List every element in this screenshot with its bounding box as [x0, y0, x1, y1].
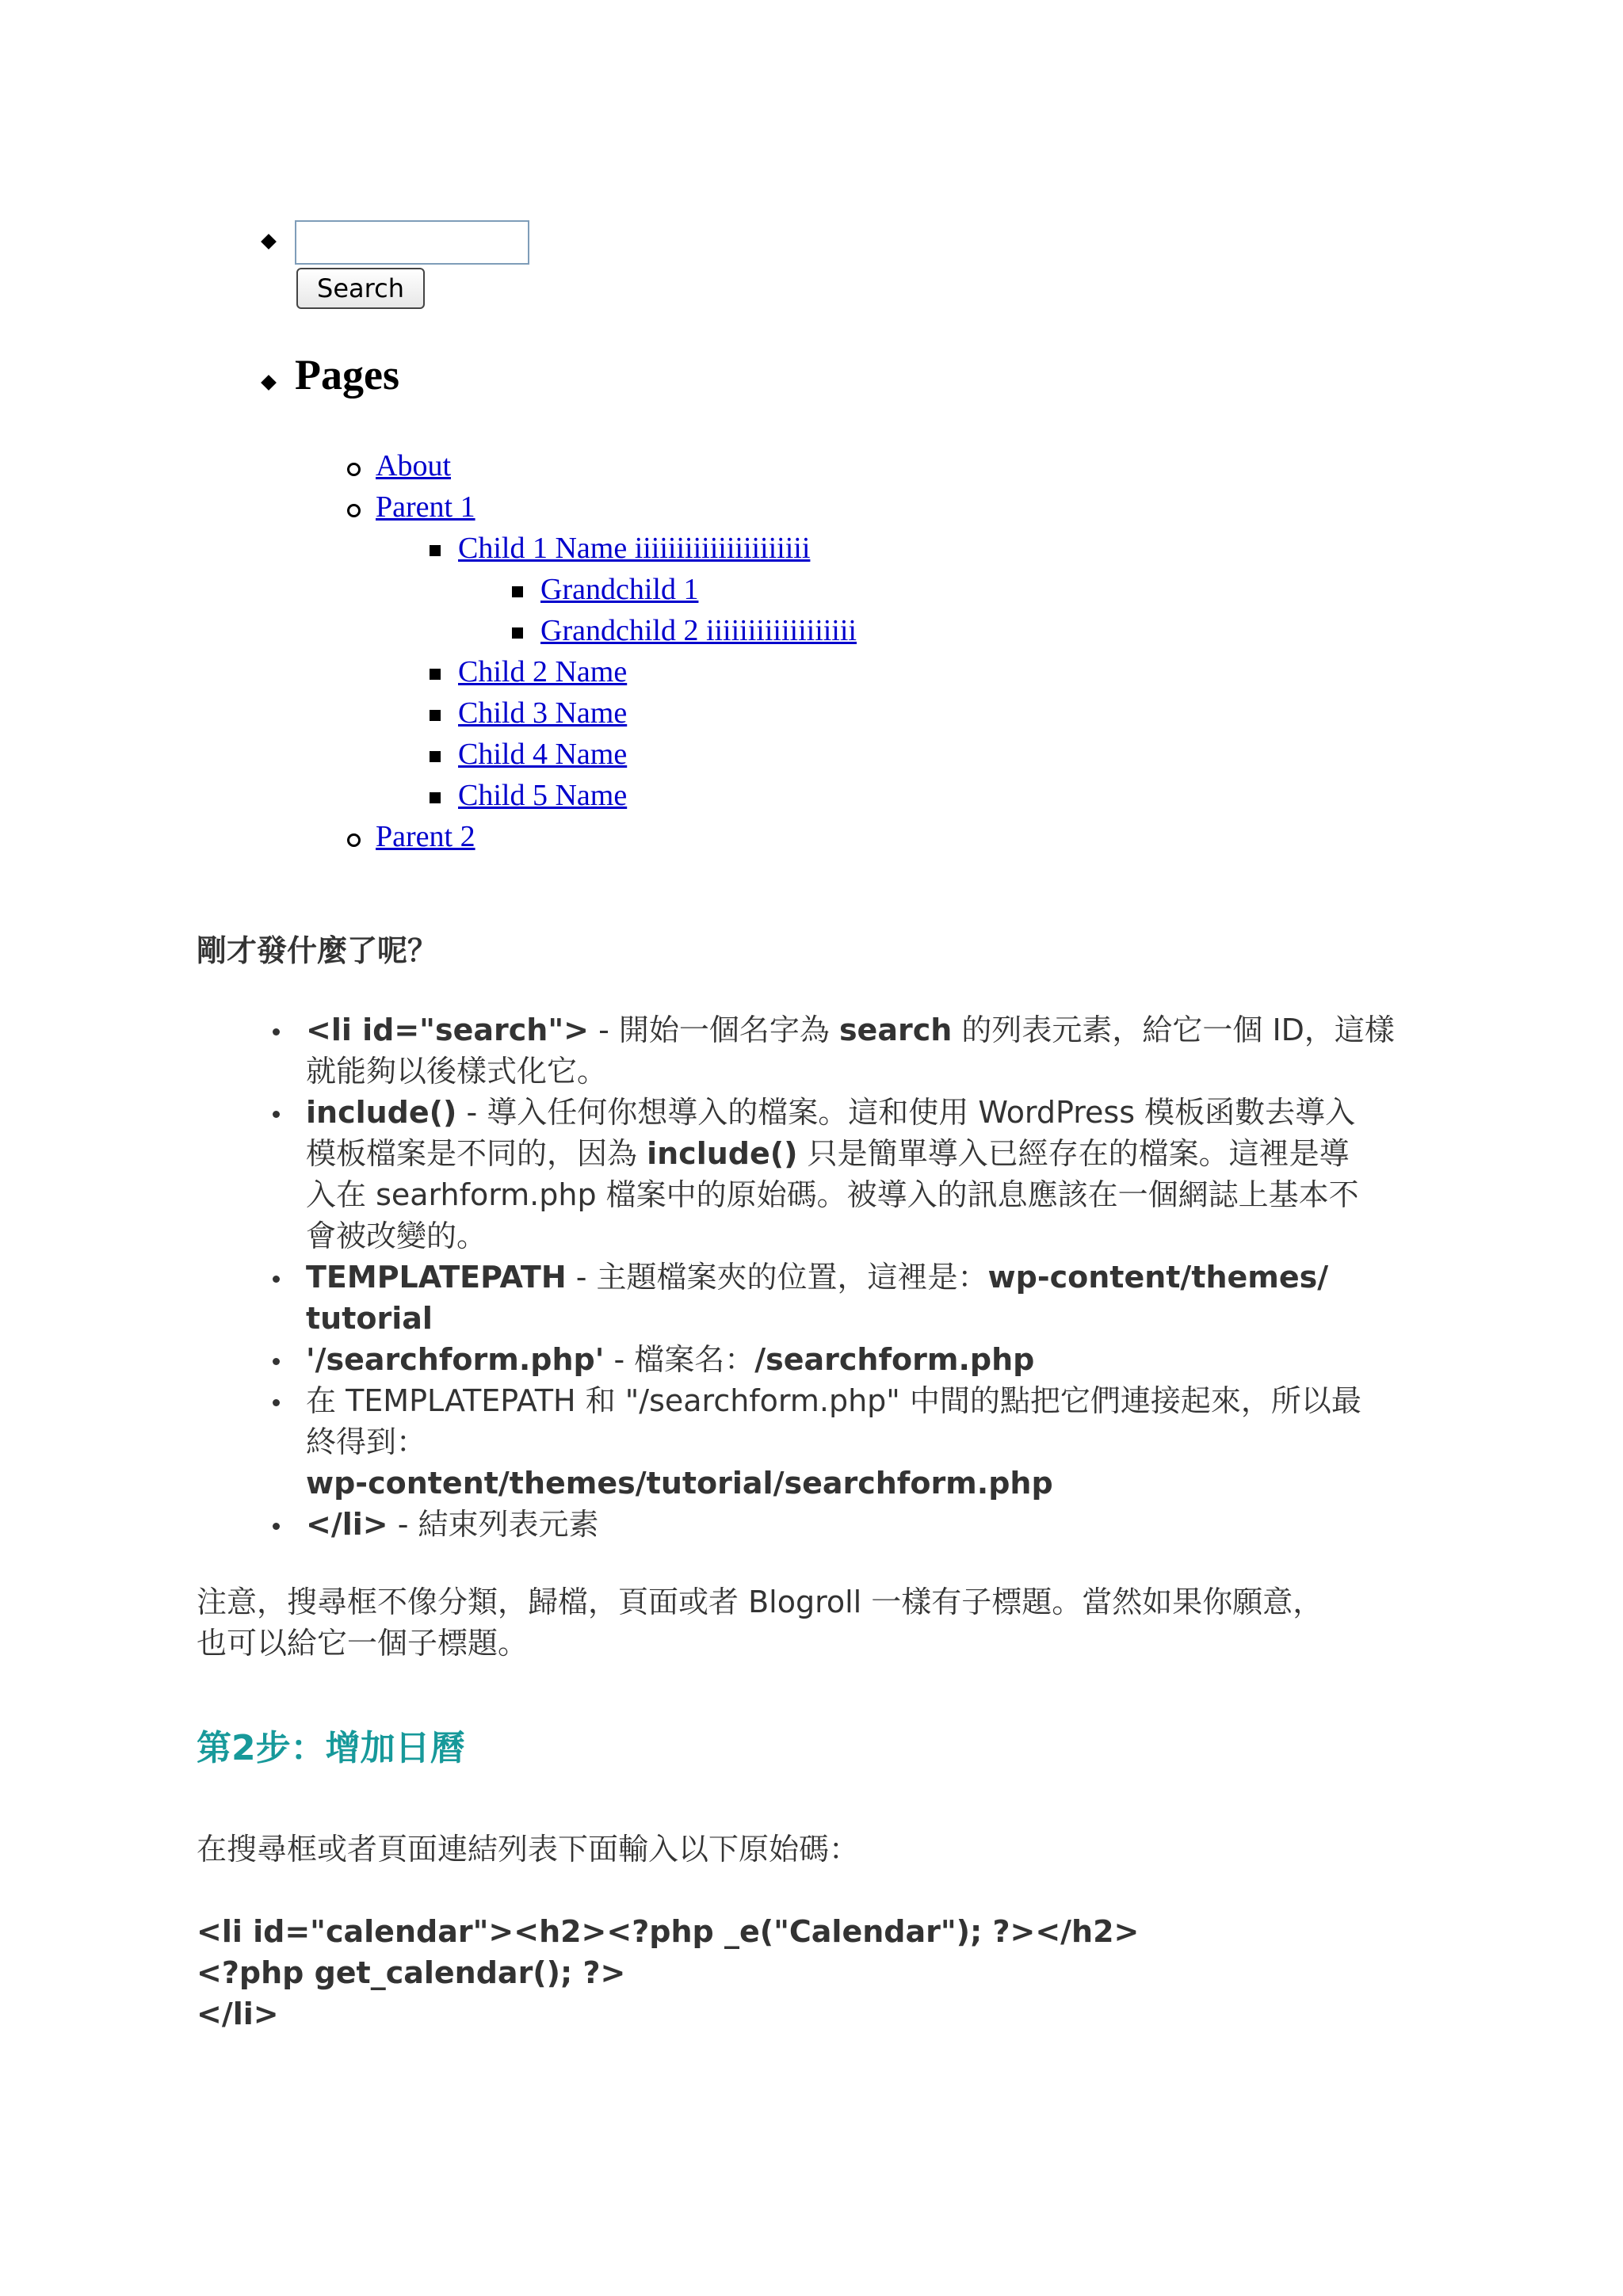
- link-parent-2[interactable]: Parent 2: [376, 820, 475, 853]
- item-text: 就能夠以後樣式化它。: [306, 1054, 608, 1089]
- link-parent-1[interactable]: Parent 1: [376, 490, 475, 524]
- circle-bullet: [347, 833, 361, 847]
- note-paragraph: 注意，搜尋框不像分類，歸檔，頁面或者 Blogroll 一樣有子標題。當然如果你願意，: [197, 1585, 1323, 1619]
- link-child-2[interactable]: Child 2 Name: [458, 655, 628, 688]
- square-bullet: [512, 586, 523, 597]
- step-heading: 第2步：增加日曆: [197, 1728, 465, 1768]
- code-line: <li id="calendar"><h2><?php _e("Calendar"); ?></h2>: [197, 1914, 1140, 1949]
- list-bullet: [261, 375, 277, 391]
- link-child-4[interactable]: Child 4 Name: [458, 738, 628, 771]
- code-term: /searchform.php: [754, 1342, 1035, 1377]
- item-text: - 開始一個名字為: [588, 1013, 839, 1047]
- link-child-1[interactable]: Child 1 Name iiiiiiiiiiiiiiiiiiiii: [458, 532, 811, 565]
- list-bullet: [273, 1276, 280, 1283]
- list-bullet: [273, 1399, 280, 1406]
- search-input[interactable]: [295, 220, 529, 265]
- search-button[interactable]: Search: [296, 268, 425, 309]
- explanation-item: [306, 1504, 598, 1545]
- link-about[interactable]: About: [376, 449, 451, 482]
- list-bullet: [261, 234, 277, 250]
- list-bullet: [273, 1028, 280, 1035]
- square-bullet: [430, 792, 441, 803]
- list-bullet: [273, 1523, 280, 1530]
- code-line: </li>: [197, 1997, 279, 2031]
- item-text: 模板檔案是不同的，因為: [306, 1136, 647, 1171]
- item-text: - 檔案名：: [604, 1342, 755, 1377]
- pages-title: Pages: [295, 351, 399, 399]
- explanation-item: [306, 1339, 1034, 1380]
- square-bullet: [430, 710, 441, 721]
- item-text: - 導入任何你想導入的檔案。這和使用 WordPress 模板函數去導入: [456, 1095, 1356, 1130]
- square-bullet: [430, 751, 441, 762]
- link-grandchild-2[interactable]: Grandchild 2 iiiiiiiiiiiiiiiiii: [540, 614, 857, 647]
- link-grandchild-1[interactable]: Grandchild 1: [540, 573, 699, 606]
- instruction-text: 在搜尋框或者頁面連結列表下面輸入以下原始碼：: [197, 1832, 860, 1867]
- item-text: 入在 searhform.php 檔案中的原始碼。被導入的訊息應該在一個網誌上基本不: [306, 1177, 1359, 1212]
- link-child-5[interactable]: Child 5 Name: [458, 779, 628, 812]
- list-bullet: [273, 1358, 280, 1365]
- explanation-item: [306, 1009, 1395, 1051]
- code-term: </li>: [306, 1507, 388, 1542]
- code-term: '/searchform.php': [306, 1342, 605, 1377]
- explanation-item: [306, 1257, 1328, 1298]
- item-text: 的列表元素，給它一個 ID，這樣: [952, 1013, 1395, 1047]
- code-term: wp-content/themes/: [987, 1260, 1329, 1295]
- circle-bullet: [347, 504, 361, 517]
- code-term: include(): [306, 1095, 457, 1130]
- item-text: - 結束列表元素: [388, 1507, 599, 1542]
- code-term: TEMPLATEPATH: [306, 1260, 567, 1295]
- explanation-item: [306, 1092, 1355, 1133]
- square-bullet: [430, 545, 441, 556]
- item-text: 終得到：: [306, 1425, 427, 1459]
- square-bullet: [430, 669, 441, 680]
- code-line: <?php get_calendar(); ?>: [197, 1955, 626, 1990]
- circle-bullet: [347, 463, 361, 476]
- item-text: - 主題檔案夾的位置，這裡是：: [566, 1260, 988, 1295]
- item-text: 只是簡單導入已經存在的檔案。這裡是導: [797, 1136, 1350, 1171]
- link-child-3[interactable]: Child 3 Name: [458, 696, 628, 730]
- list-bullet: [273, 1111, 280, 1118]
- item-text-line: [306, 1133, 1350, 1174]
- code-term: tutorial: [306, 1301, 433, 1336]
- code-term: include(): [647, 1136, 798, 1171]
- note-paragraph: 也可以給它一個子標題。: [197, 1626, 529, 1661]
- code-term: search: [838, 1013, 953, 1047]
- code-term: wp-content/themes/tutorial/searchform.php: [306, 1466, 1053, 1501]
- square-bullet: [512, 627, 523, 639]
- sidebar-screenshot: [0, 0, 1623, 887]
- item-text: 會被改變的。: [306, 1219, 487, 1253]
- item-text: 在 TEMPLATEPATH 和 "/searchform.php" 中間的點把它們連接起來，所以最: [306, 1383, 1361, 1418]
- section-question: 剛才發什麼了呢？: [197, 933, 438, 968]
- code-term: <li id="search">: [306, 1013, 589, 1047]
